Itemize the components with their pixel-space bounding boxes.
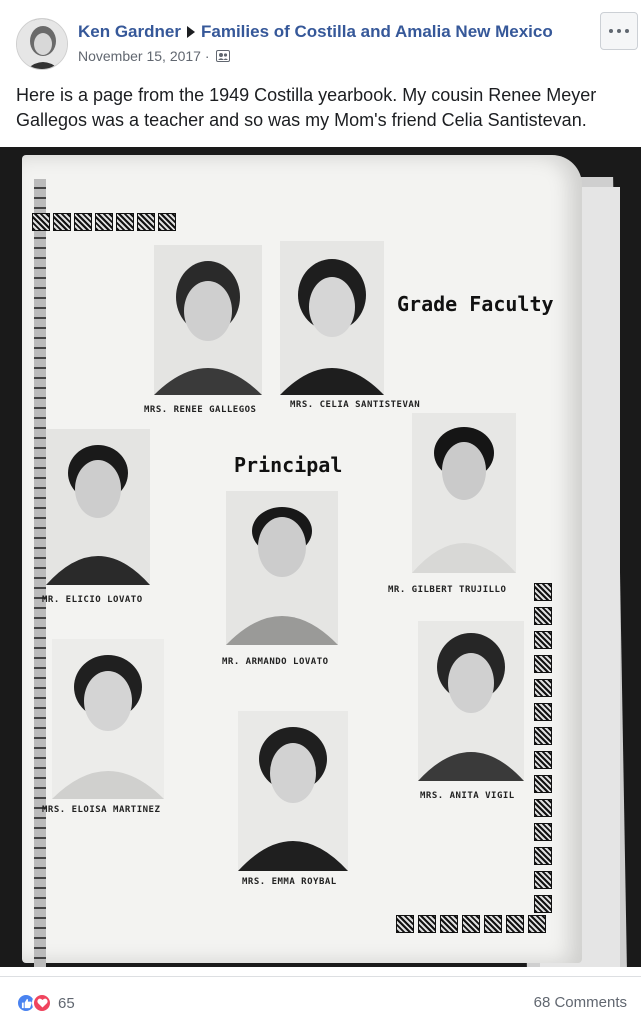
- border-stamp: [534, 847, 552, 865]
- border-stamp: [534, 655, 552, 673]
- border-stamp: [53, 213, 71, 231]
- border-stamp: [534, 679, 552, 697]
- group-name-link[interactable]: Families of Costilla and Amalia New Mexico: [200, 22, 553, 41]
- portrait-elicio-lovato: [46, 429, 150, 585]
- author-line: [78, 22, 553, 42]
- heading-grade-faculty: Grade Faculty: [397, 292, 554, 316]
- border-stamp: [137, 213, 155, 231]
- border-stamp: [534, 703, 552, 721]
- arrow-right-icon: [187, 26, 195, 38]
- caption-anita-vigil: MRS. ANITA VIGIL: [420, 791, 515, 801]
- border-stamp: [534, 895, 552, 913]
- reactions-summary[interactable]: [16, 993, 75, 1013]
- yearbook-page: [22, 155, 582, 963]
- love-reaction-icon: [32, 993, 52, 1013]
- page-binding: [34, 179, 46, 967]
- portrait-renee-gallegos: [154, 245, 262, 395]
- post-date-link[interactable]: November 15, 2017 ·: [78, 48, 210, 64]
- post-text: Here is a page from the 1949 Costilla yearbook. My cousin Renee Meyer Gallegos was a teacher and so was my Mom's friend Celia Santistevan.: [16, 85, 597, 130]
- group-privacy-icon[interactable]: [216, 50, 230, 62]
- border-stamp: [32, 213, 50, 231]
- border-stamp: [534, 631, 552, 649]
- border-stamp: [534, 871, 552, 889]
- dot: [617, 29, 621, 33]
- post-footer: [0, 976, 641, 1024]
- border-stamp: [440, 915, 458, 933]
- portrait-celia-santistevan: [280, 241, 384, 395]
- heading-principal: Principal: [234, 453, 343, 477]
- border-stamp: [484, 915, 502, 933]
- border-stamp: [534, 775, 552, 793]
- border-stamp: [534, 607, 552, 625]
- more-options-icon: [609, 29, 613, 33]
- portrait-gilbert-trujillo: [412, 413, 516, 573]
- portrait-eloisa-martinez: [52, 639, 164, 799]
- border-stamp: [462, 915, 480, 933]
- comments-count-link[interactable]: 68 Comments: [533, 994, 627, 1011]
- border-stamp: [158, 213, 176, 231]
- border-stamp: [528, 915, 546, 933]
- border-stamp: [534, 799, 552, 817]
- post-meta: [78, 48, 230, 64]
- more-options-button[interactable]: [600, 12, 638, 50]
- portrait-emma-roybal: [238, 711, 348, 871]
- caption-celia-santistevan: MRS. CELIA SANTISTEVAN: [290, 400, 421, 410]
- caption-renee-gallegos: MRS. RENEE GALLEGOS: [144, 405, 257, 415]
- border-stamp: [506, 915, 524, 933]
- caption-emma-roybal: MRS. EMMA ROYBAL: [242, 877, 337, 887]
- border-stamp: [534, 583, 552, 601]
- caption-gilbert-trujillo: MR. GILBERT TRUJILLO: [388, 585, 507, 595]
- caption-armando-lovato: MR. ARMANDO LOVATO: [222, 657, 329, 667]
- caption-eloisa-martinez: MRS. ELOISA MARTINEZ: [42, 805, 161, 815]
- border-stamp: [396, 915, 414, 933]
- author-avatar[interactable]: [16, 18, 68, 70]
- border-stamp: [116, 213, 134, 231]
- border-stamp: [534, 823, 552, 841]
- portrait-armando-lovato: [226, 491, 338, 645]
- border-stamp: [74, 213, 92, 231]
- caption-elicio-lovato: MR. ELICIO LOVATO: [42, 595, 143, 605]
- border-stamp: [534, 727, 552, 745]
- post-header: [0, 0, 641, 75]
- portrait-anita-vigil: [418, 621, 524, 781]
- dot: [625, 29, 629, 33]
- border-stamp: [418, 915, 436, 933]
- reaction-count: 65: [58, 994, 75, 1012]
- border-stamp: [95, 213, 113, 231]
- author-name-link[interactable]: Ken Gardner: [78, 22, 181, 41]
- border-stamp: [534, 751, 552, 769]
- post-photo[interactable]: [0, 147, 641, 967]
